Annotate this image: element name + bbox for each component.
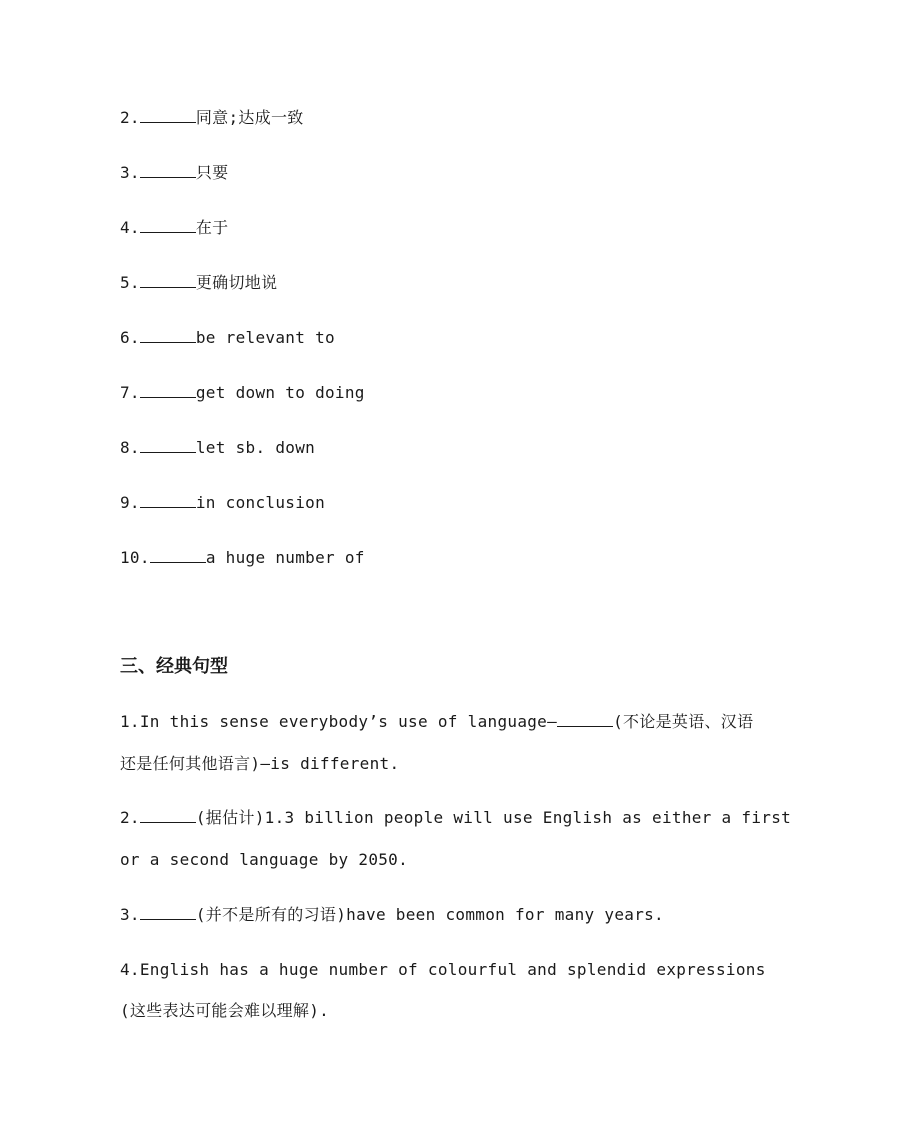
- answer-blank: [140, 808, 196, 823]
- item-number: 8.: [120, 438, 140, 457]
- sentence-number: 3.: [120, 905, 140, 924]
- answer-blank: [140, 383, 196, 398]
- item-number: 3.: [120, 163, 140, 182]
- sentence-4-line-1: [120, 960, 766, 980]
- section-heading: 三、经典句型: [120, 656, 228, 677]
- sentence-3-line-1: [120, 905, 664, 925]
- answer-blank: [557, 712, 613, 727]
- answer-blank: [140, 493, 196, 508]
- vocab-item-10: [120, 548, 365, 568]
- sentence-number: 1.: [120, 712, 140, 731]
- sentence-hint: (不论是英语、汉语: [613, 712, 754, 731]
- vocab-item-3: [120, 163, 228, 183]
- answer-blank: [140, 273, 196, 288]
- item-number: 4.: [120, 218, 140, 237]
- item-text: let sb. down: [195, 438, 316, 457]
- vocab-item-4: [120, 218, 228, 238]
- vocab-item-5: [120, 273, 277, 293]
- item-text: a huge number of: [205, 548, 365, 567]
- answer-blank: [140, 163, 196, 178]
- item-number: 10.: [120, 548, 150, 567]
- item-text: in conclusion: [195, 493, 326, 512]
- answer-blank: [140, 905, 196, 920]
- item-number: 5.: [120, 273, 140, 292]
- item-text: 只要: [195, 163, 229, 182]
- vocab-item-2: [120, 108, 304, 128]
- answer-blank: [140, 438, 196, 453]
- item-text: get down to doing: [195, 383, 365, 402]
- sentence-1-line-2: 还是任何其他语言)—is different.: [120, 754, 400, 773]
- sentence-text: In this sense everybody’s use of language—: [139, 712, 558, 731]
- vocab-item-8: [120, 438, 315, 458]
- item-number: 6.: [120, 328, 140, 347]
- sentence-1-line-1: [120, 712, 753, 732]
- item-text: be relevant to: [195, 328, 335, 347]
- item-number: 9.: [120, 493, 140, 512]
- answer-blank: [140, 328, 196, 343]
- item-text: 更确切地说: [195, 273, 278, 292]
- sentence-number: 4.: [120, 960, 140, 979]
- item-number: 7.: [120, 383, 140, 402]
- sentence-number: 2.: [120, 808, 140, 827]
- sentence-text: English has a huge number of colourful and splendid expressions: [139, 960, 766, 979]
- vocab-item-6: [120, 328, 335, 348]
- sentence-4-line-2: (这些表达可能会难以理解).: [120, 1001, 330, 1020]
- vocab-item-9: [120, 493, 325, 513]
- answer-blank: [140, 218, 196, 233]
- vocab-item-7: [120, 383, 365, 403]
- answer-blank: [150, 548, 206, 563]
- item-text: 在于: [195, 218, 229, 237]
- item-text: 同意;达成一致: [195, 108, 304, 127]
- sentence-text: (据估计)1.3 billion people will use English as either a first: [195, 808, 792, 827]
- answer-blank: [140, 108, 196, 123]
- sentence-2-line-2: or a second language by 2050.: [120, 850, 409, 869]
- sentence-2-line-1: [120, 808, 791, 828]
- item-number: 2.: [120, 108, 140, 127]
- sentence-text: (并不是所有的习语)have been common for many years.: [195, 905, 664, 924]
